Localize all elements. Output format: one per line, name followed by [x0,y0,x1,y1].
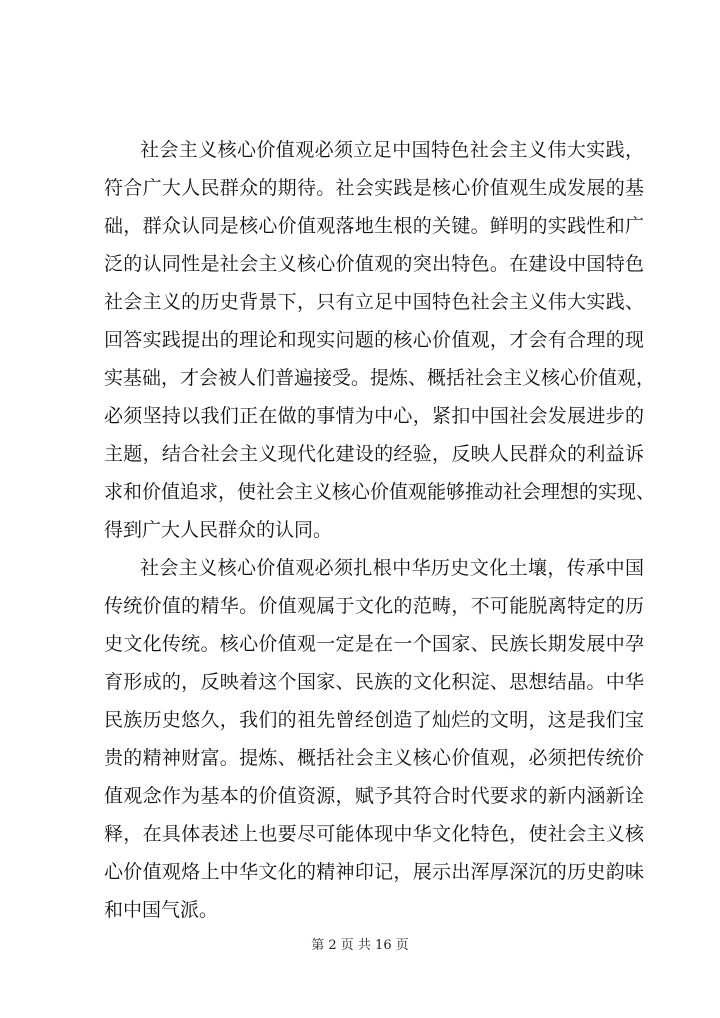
page-number: 第 2 页 共 16 页 [311,938,409,953]
text-line: 求和价值追求，使社会主义核心价值观能够推动社会理想的实现、 [104,481,656,503]
text-line: 贵的精神财富。提炼、概括社会主义核心价值观，必须把传统价 [104,747,644,769]
paragraph-2 [104,549,644,929]
text-line: 史文化传统。核心价值观一定是在一个国家、民族长期发展中孕 [104,633,644,655]
text-line: 育形成的，反映着这个国家、民族的文化积淀、思想结晶。中华 [104,671,644,693]
text-line: 符合广大人民群众的期待。社会实践是核心价值观生成发展的基 [104,177,644,199]
text-line: 实基础，才会被人们普遍接受。提炼、概括社会主义核心价值观， [104,367,656,389]
text-line: 民族历史悠久，我们的祖先曾经创造了灿烂的文明，这是我们宝 [104,709,644,731]
text-line: 主题，结合社会主义现代化建设的经验，反映人民群众的利益诉 [104,443,644,465]
text-line: 社会主义核心价值观必须扎根中华历史文化土壤，传承中国 [140,557,644,579]
text-line: 值观念作为基本的价值资源，赋予其符合时代要求的新内涵新诠 [104,785,644,807]
text-line: 得到广大人民群众的认同。 [104,519,333,541]
text-line: 必须坚持以我们正在做的事情为中心，紧扣中国社会发展进步的 [104,405,644,427]
text-line: 释，在具体表述上也要尽可能体现中华文化特色，使社会主义核 [104,823,644,845]
text-line: 和中国气派。 [104,899,219,921]
text-line: 传统价值的精华。价值观属于文化的范畴，不可能脱离特定的历 [104,595,644,617]
text-line: 社会主义的历史背景下，只有立足中国特色社会主义伟大实践、 [104,291,644,313]
text-line: 础，群众认同是核心价值观落地生根的关键。鲜明的实践性和广 [104,215,644,237]
text-line: 心价值观烙上中华文化的精神印记，展示出浑厚深沉的历史韵味 [104,861,644,883]
paragraph-1 [104,131,656,549]
text-line: 泛的认同性是社会主义核心价值观的突出特色。在建设中国特色 [104,253,644,275]
document-body [104,131,656,929]
text-line: 社会主义核心价值观必须立足中国特色社会主义伟大实践， [140,139,644,161]
text-line: 回答实践提出的理论和现实问题的核心价值观，才会有合理的现 [104,329,644,351]
